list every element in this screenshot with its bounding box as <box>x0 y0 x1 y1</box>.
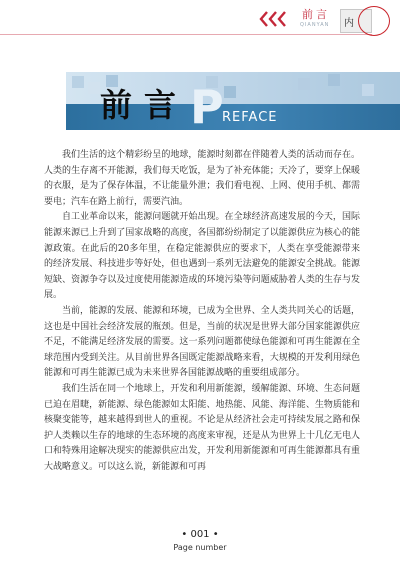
banner-square <box>362 84 374 96</box>
page-number: • 001 • <box>181 529 219 540</box>
header-title: 前言 <box>302 8 330 21</box>
page-number-label: Page number <box>173 543 227 552</box>
header-rule <box>0 34 372 35</box>
banner-initial-letter: P <box>190 80 224 134</box>
banner-english-title: REFACE <box>222 110 278 125</box>
circle-mark-icon <box>358 6 390 36</box>
paragraph: 我们生活的这个精彩纷呈的地球，能源时刻都在伴随着人类的活动而存在。人类的生存离不开能源，我们每天吃饭，是为了补充体能；天冷了，要穿上保暖的衣服，是为了保存体温，不让能量外泄；我们看电视、上网、使用手机、都需要电；汽车在路上前行，需要汽油。 <box>44 150 360 207</box>
paragraph: 当前，能源的发展、能源和环境，已成为全世界、全人类共同关心的话题，这也是中国社会经济发展的瓶颈。但是，当前的状况是世界大部分国家能源供应不足，不能满足经济发展的需要。这一系列问题都使绿色能源和可再生能源在全球范围内受到关注。从目前世界各国既定能源战略来看，大规模的开发利用绿色能源和可再生能源已成为未来世界各国能源战略的重要组成部分。 <box>44 305 360 379</box>
paragraph: 我们生活在同一个地球上，开发和利用新能源，缓解能源、环境、生态问题已迫在眉睫，新能源、绿色能源如太阳能、地热能、风能、海洋能、生物质能和核聚变能等，越来越得到世人的重视。不论是从经济社会走可持续发展之路和保护人类赖以生存的地球的生态环境的高度来审视，还是从为世界上十几亿无电人口和特殊用途解决现实的能源供应出发，开发利用新能源和可再生能源都具有重大战略意义。可以这么说，新能源和可再 <box>44 383 360 472</box>
banner-title: 前言 <box>100 86 189 124</box>
banner-square <box>328 74 340 86</box>
chevron-left-icon <box>257 9 293 29</box>
banner-square <box>298 78 310 90</box>
header-subtitle: QIANYAN <box>300 22 330 28</box>
body-text <box>44 148 360 475</box>
banner-square <box>72 76 84 88</box>
banner-square <box>88 82 100 94</box>
header-tab-label: 内 <box>344 18 354 29</box>
banner-square <box>224 86 236 98</box>
paragraph: 自工业革命以来，能源问题就开始出现。在全球经济高速发展的今天，国际能源来源已上升到了国家战略的高度，各国都纷纷制定了以能源供应为核心的能源政策。在此后的20多年里，在稳定能源供应的要求下，人类在享受能源带来的经济发展、科技进步等好处，但也遇到一系列无法避免的能源安全挑战。能源短缺、资源争夺以及过度使用能源造成的环境污染等问题威胁着人类的生存与发展。 <box>44 212 360 301</box>
